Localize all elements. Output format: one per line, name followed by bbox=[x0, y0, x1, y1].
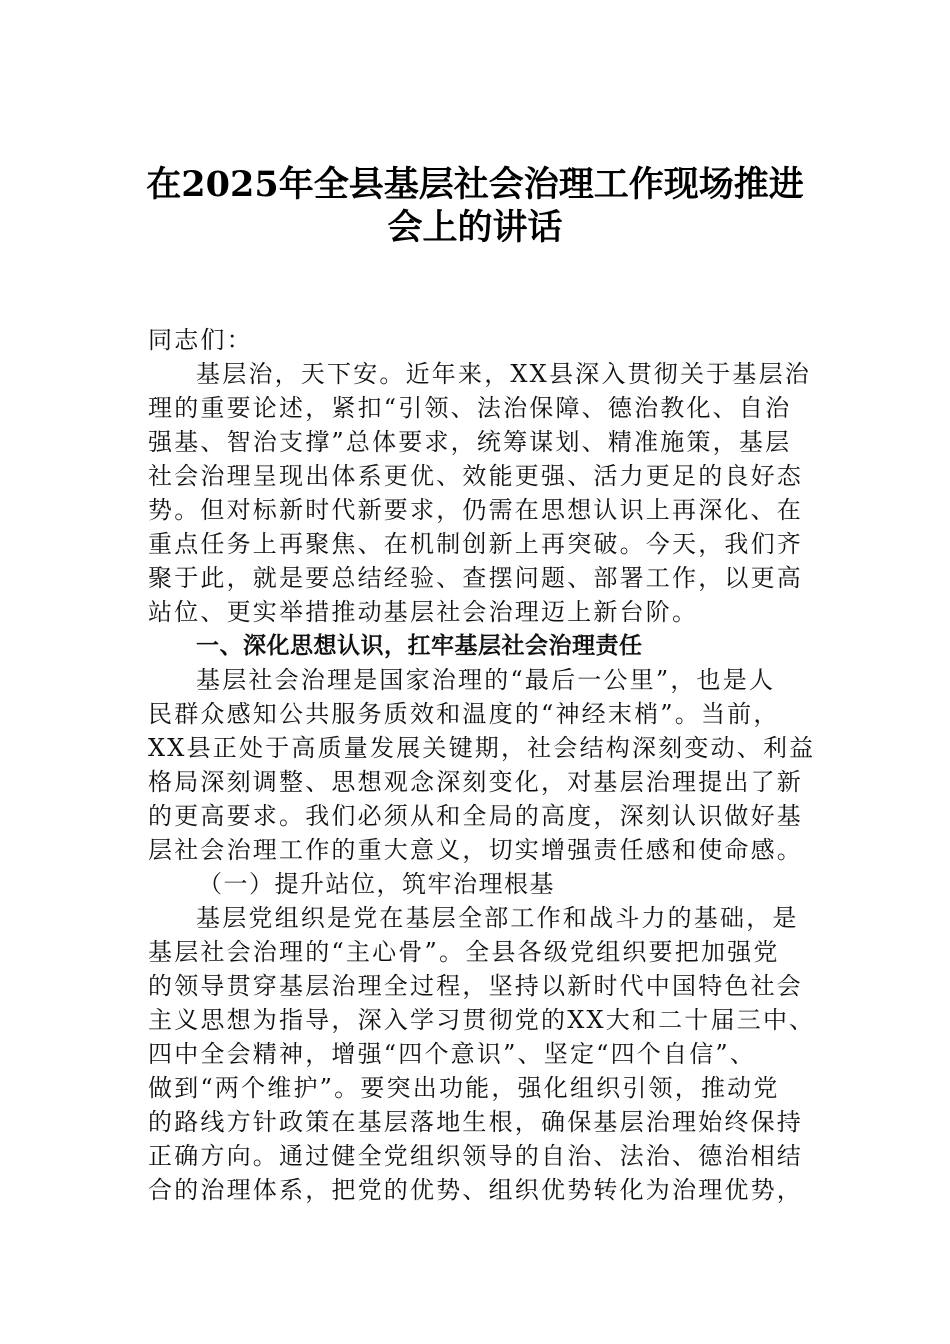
body-text-line: 民群众感知公共服务质效和温度的“神经末梢”。当前， bbox=[148, 700, 780, 728]
body-text-line: 势。但对标新时代新要求，仍需在思想认识上再深化、在 bbox=[148, 496, 803, 524]
body-text-line: 重点任务上再聚焦、在机制创新上再突破。今天，我们齐 bbox=[148, 530, 803, 558]
document-title-line-2: 会上的讲话 bbox=[387, 207, 563, 248]
body-text-line: 合的治理体系，把党的优势、组织优势转化为治理优势， bbox=[148, 1176, 803, 1204]
body-text-line: 基层治，天下安。近年来，XX县深入贯彻关于基层治 bbox=[196, 360, 811, 388]
body-text-line: 强基、智治支撑”总体要求，统筹谋划、精准施策，基层 bbox=[148, 428, 792, 456]
document-body bbox=[148, 323, 816, 1207]
body-text-line: 基层社会治理是国家治理的“最后一公里”，也是人 bbox=[196, 666, 776, 694]
body-text-line: 的更高要求。我们必须从和全局的高度，深刻认识做好基 bbox=[148, 802, 803, 830]
body-text-line: 主义思想为指导，深入学习贯彻党的XX大和二十届三中、 bbox=[148, 1006, 816, 1034]
body-text-line: 层社会治理工作的重大意义，切实增强责任感和使命感。 bbox=[148, 836, 803, 864]
body-text-line: 的领导贯穿基层治理全过程，坚持以新时代中国特色社会 bbox=[148, 972, 803, 1000]
salutation: 同志们： bbox=[148, 326, 253, 354]
section-heading: 一、深化思想认识，扛牢基层社会治理责任 bbox=[196, 633, 643, 659]
body-text-line: 站位、更实举措推动基层社会治理迈上新台阶。 bbox=[148, 598, 699, 626]
body-text-line: 理的重要论述，紧扣“引领、法治保障、德治教化、自治 bbox=[148, 394, 792, 422]
document-title-line-1: 在2025年全县基层社会治理工作现场推进 bbox=[146, 164, 804, 205]
body-text-line: 社会治理呈现出体系更优、效能更强、活力更足的良好态 bbox=[148, 462, 803, 490]
body-text-line: 聚于此，就是要总结经验、查摆问题、部署工作，以更高 bbox=[148, 564, 803, 592]
subsection-heading: （一）提升站位，筑牢治理根基 bbox=[198, 870, 555, 898]
body-text-line: 做到“两个维护”。要突出功能，强化组织引领，推动党 bbox=[148, 1074, 780, 1102]
body-text-line: 基层党组织是党在基层全部工作和战斗力的基础，是 bbox=[196, 904, 799, 932]
body-text-line: 基层社会治理的“主心骨”。全县各级党组织要把加强党 bbox=[148, 938, 780, 966]
body-text-line: 正确方向。通过健全党组织领导的自治、法治、德治相结 bbox=[148, 1142, 803, 1170]
body-text-line: 四中全会精神，增强“四个意识”、坚定“四个自信”、 bbox=[148, 1040, 757, 1068]
body-text-line: 格局深刻调整、思想观念深刻变化，对基层治理提出了新 bbox=[148, 768, 803, 796]
body-text-line: XX县正处于高质量发展关键期，社会结构深刻变动、利益 bbox=[148, 734, 816, 762]
body-text-line: 的路线方针政策在基层落地生根，确保基层治理始终保持 bbox=[148, 1108, 803, 1136]
